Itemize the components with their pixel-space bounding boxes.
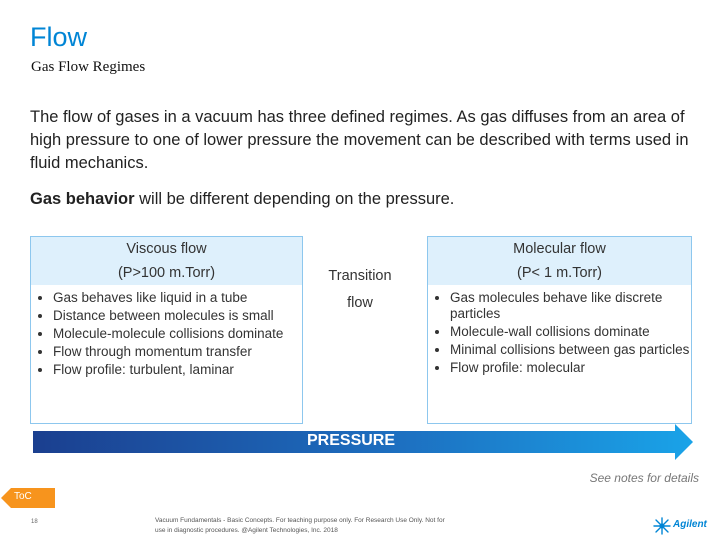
molecular-flow-list (428, 290, 691, 376)
list-item: • Distance between molecules is small (53, 308, 302, 324)
notes-hint: See notes for details (589, 471, 699, 485)
page-number: 18 (31, 519, 38, 525)
list-item: • Molecule-wall collisions dominate (450, 324, 691, 340)
pressure-label: PRESSURE (307, 432, 396, 449)
toc-label[interactable]: ToC (14, 491, 32, 502)
molecular-flow-title: Molecular flow (513, 241, 606, 257)
footer-line-2: use in diagnostic procedures. @Agilent Technologies, Inc. 2018 (155, 527, 338, 534)
intro-paragraph: The flow of gases in a vacuum has three defined regimes. As gas diffuses from an area of high pressure to one of lower pressure the movement can be described with terms used in fluid mechanics. (30, 108, 689, 172)
viscous-flow-range: (P>100 m.Torr) (117, 265, 216, 281)
viscous-flow-title: Viscous flow (126, 241, 207, 257)
molecular-flow-range: (P< 1 m.Torr) (517, 265, 602, 281)
list-item: • Flow through momentum transfer (53, 344, 302, 360)
footer-line-1: Vacuum Fundamentals - Basic Concepts. For teaching purpose only. For Research Use Only. Not for (155, 517, 445, 524)
list-item: • Molecule-molecule collisions dominate (53, 326, 302, 342)
molecular-flow-box (427, 236, 692, 424)
footer-disclaimer (155, 516, 485, 536)
molecular-flow-header (428, 237, 691, 285)
pressure-note (30, 190, 454, 209)
page-title: Flow (30, 22, 88, 52)
viscous-flow-header (31, 237, 302, 285)
list-item: • Flow profile: molecular (450, 360, 691, 376)
list-item: • Flow profile: turbulent, laminar (53, 362, 302, 378)
list-item: • Gas behaves like liquid in a tube (53, 290, 302, 306)
transition-flow-label (310, 263, 410, 317)
page-subtitle: Gas Flow Regimes (31, 59, 146, 75)
viscous-flow-list (31, 290, 302, 378)
list-item: • Gas molecules behave like discrete particles (450, 290, 691, 322)
transition-flow-line1: Transition (328, 268, 392, 284)
list-item: • Minimal collisions between gas particles (450, 342, 691, 358)
agilent-logo: Agilent (673, 519, 707, 530)
viscous-flow-box (30, 236, 303, 424)
transition-flow-line2: flow (347, 295, 373, 311)
pressure-note-bold: Gas behavior (30, 190, 135, 208)
pressure-note-rest: will be different depending on the pressure. (134, 190, 455, 208)
